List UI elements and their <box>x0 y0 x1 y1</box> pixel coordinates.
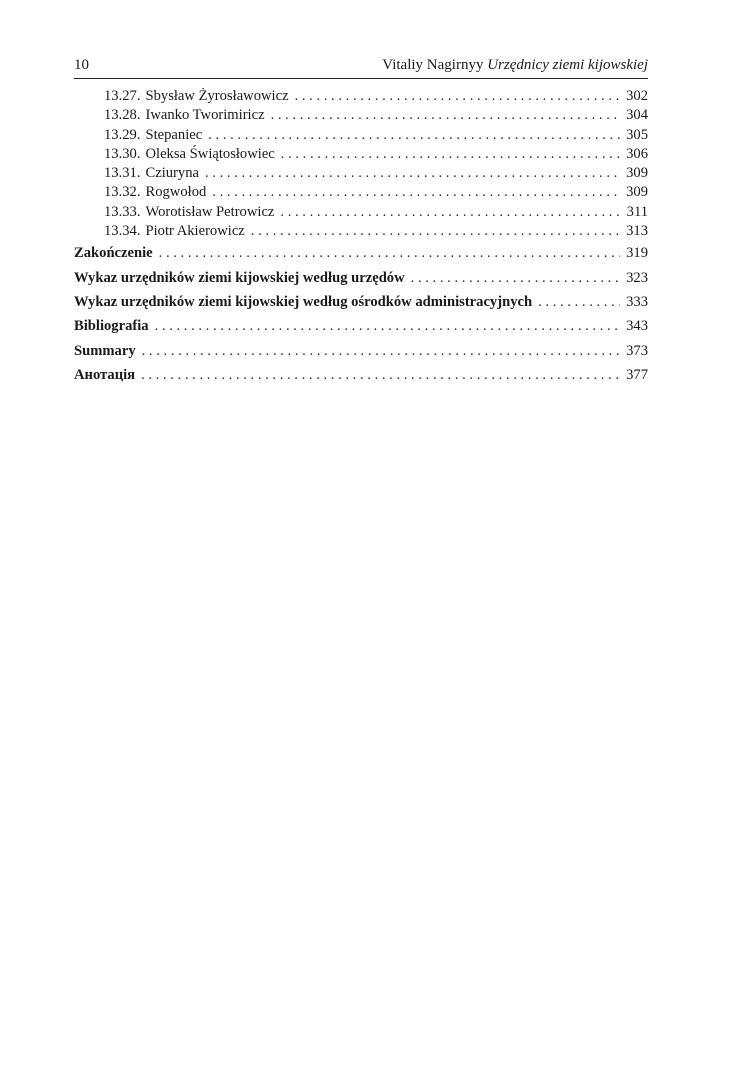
dot-leader <box>295 87 621 106</box>
toc-chapter-title: Анотація <box>74 366 136 383</box>
dot-leader <box>205 164 620 183</box>
toc-page-number: 302 <box>626 88 648 104</box>
toc-entry <box>74 145 648 164</box>
toc-entry-title: Cziuryna <box>145 165 199 182</box>
toc-chapter-entry <box>74 266 648 290</box>
toc-entry-number: 13.34. <box>104 223 141 240</box>
toc-page-number: 333 <box>626 293 648 310</box>
toc-entry-label <box>104 164 205 183</box>
toc-entry <box>74 87 648 106</box>
toc-chapter-title: Zakończenie <box>74 245 153 262</box>
toc-page-number: 319 <box>626 245 648 262</box>
toc-entry <box>74 183 648 202</box>
toc-entry <box>74 203 648 222</box>
toc-entry-number: 13.33. <box>104 203 141 220</box>
toc-entry-number: 13.28. <box>104 107 141 124</box>
dot-leader <box>208 126 620 145</box>
toc-page-number: 305 <box>626 126 648 143</box>
toc-page-number: 373 <box>626 342 648 359</box>
toc-entry-number: 13.27. <box>104 88 141 104</box>
dot-leader <box>280 203 620 222</box>
toc-page-number: 309 <box>626 165 648 182</box>
toc-entry-label <box>104 222 251 241</box>
toc-page-number: 313 <box>626 223 648 240</box>
dot-leader <box>159 241 620 265</box>
dot-leader <box>212 183 620 202</box>
dot-leader <box>411 266 620 290</box>
toc-entry <box>74 222 648 241</box>
toc-chapter-entry <box>74 241 648 265</box>
dot-leader <box>155 314 621 338</box>
toc-entry-title: Iwanko Tworimiricz <box>145 107 265 124</box>
toc-entry-title: Piotr Akierowicz <box>145 223 245 240</box>
toc-chapter-entry <box>74 290 648 314</box>
toc-page-number: 304 <box>626 107 648 124</box>
document-page <box>74 56 648 387</box>
toc-page-number: 306 <box>626 145 648 162</box>
toc-entry-number: 13.29. <box>104 126 141 143</box>
toc-entry-title: Stepaniec <box>145 126 203 143</box>
toc-chapter-title: Wykaz urzędników ziemi kijowskiej według ośrodków administracyjnych <box>74 293 533 310</box>
table-of-contents <box>74 87 648 387</box>
toc-page-number: 311 <box>626 203 648 220</box>
dot-leader <box>538 290 620 314</box>
toc-entry-label <box>104 183 212 202</box>
toc-entry-label <box>104 126 208 145</box>
toc-entry-number: 13.31. <box>104 165 141 182</box>
dot-leader <box>281 145 620 164</box>
dot-leader <box>251 222 620 241</box>
toc-entry-title: Worotisław Petrowicz <box>145 203 275 220</box>
author-name: Vitaliy Nagirnyy <box>382 57 484 73</box>
toc-chapter-title: Wykaz urzędników ziemi kijowskiej według urzędów <box>74 269 405 286</box>
toc-page-number: 377 <box>626 366 648 383</box>
toc-entry-title: Rogwołod <box>145 184 207 201</box>
dot-leader <box>141 363 620 387</box>
toc-entry-label <box>104 106 271 125</box>
page-number: 10 <box>74 57 89 73</box>
toc-entry-title: Oleksa Świątosłowiec <box>145 145 275 162</box>
book-title: Urzędnicy ziemi kijowskiej <box>487 57 648 73</box>
toc-chapter-title: Bibliografia <box>74 318 149 335</box>
toc-entry-label <box>104 87 295 106</box>
toc-entry-number: 13.32. <box>104 184 141 201</box>
running-header <box>74 56 648 79</box>
toc-entry <box>74 126 648 145</box>
toc-entry-label <box>104 203 280 222</box>
toc-chapter-entry <box>74 339 648 363</box>
toc-page-number: 323 <box>626 269 648 286</box>
toc-chapter-title: Summary <box>74 342 136 359</box>
toc-entry-title: Sbysław Żyrosławowicz <box>145 88 289 104</box>
dot-leader <box>271 106 621 125</box>
toc-chapter-entry <box>74 363 648 387</box>
toc-page-number: 309 <box>626 184 648 201</box>
toc-entry <box>74 164 648 183</box>
toc-entry-label <box>104 145 281 164</box>
dot-leader <box>142 339 620 363</box>
toc-entry-number: 13.30. <box>104 145 141 162</box>
toc-page-number: 343 <box>626 318 648 335</box>
running-title <box>382 56 648 74</box>
toc-chapter-entry <box>74 314 648 338</box>
toc-entry <box>74 106 648 125</box>
